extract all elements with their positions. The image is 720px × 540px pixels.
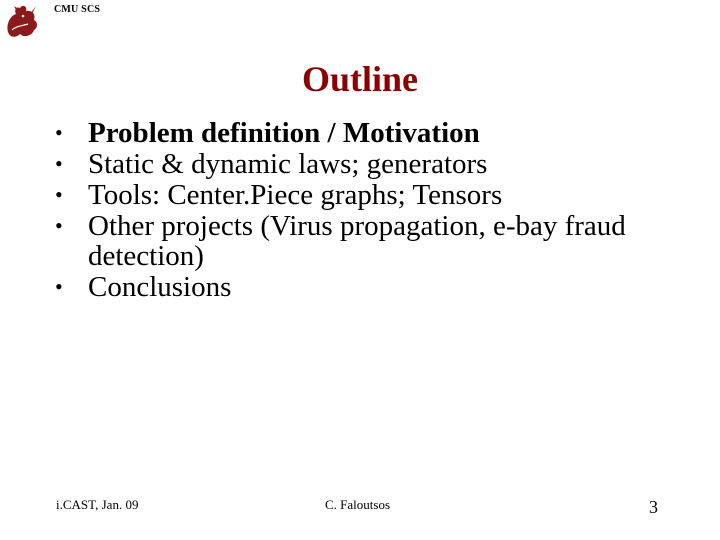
footer-venue: i.CAST, Jan. 09: [56, 497, 139, 512]
bullet-dot: •: [55, 151, 63, 176]
bullet-item: [52, 272, 672, 302]
dragon-logo-icon: [2, 2, 42, 42]
bullet-dot: •: [55, 274, 63, 299]
bullet-text: Other projects (Virus propagation, e-bay fraud detection): [88, 210, 626, 272]
bullet-dot: •: [55, 182, 63, 207]
bullet-dot: •: [55, 213, 63, 238]
bullet-text: Problem definition / Motivation: [88, 117, 480, 149]
footer-author: C. Faloutsos: [325, 497, 391, 512]
bullet-list: [52, 118, 672, 303]
bullet-text: Conclusions: [88, 271, 232, 303]
slide-title: Outline: [301, 59, 418, 99]
bullet-dot: •: [55, 120, 63, 145]
page-number: 3: [649, 497, 658, 517]
bullet-item: [52, 180, 672, 210]
bullet-text: Tools: Center.Piece graphs; Tensors: [88, 179, 503, 211]
bullet-text: Static & dynamic laws; generators: [88, 148, 488, 180]
org-label: CMU SCS: [54, 4, 101, 15]
bullet-item: [52, 118, 672, 148]
bullet-item: [52, 211, 672, 271]
bullet-item: [52, 149, 672, 179]
